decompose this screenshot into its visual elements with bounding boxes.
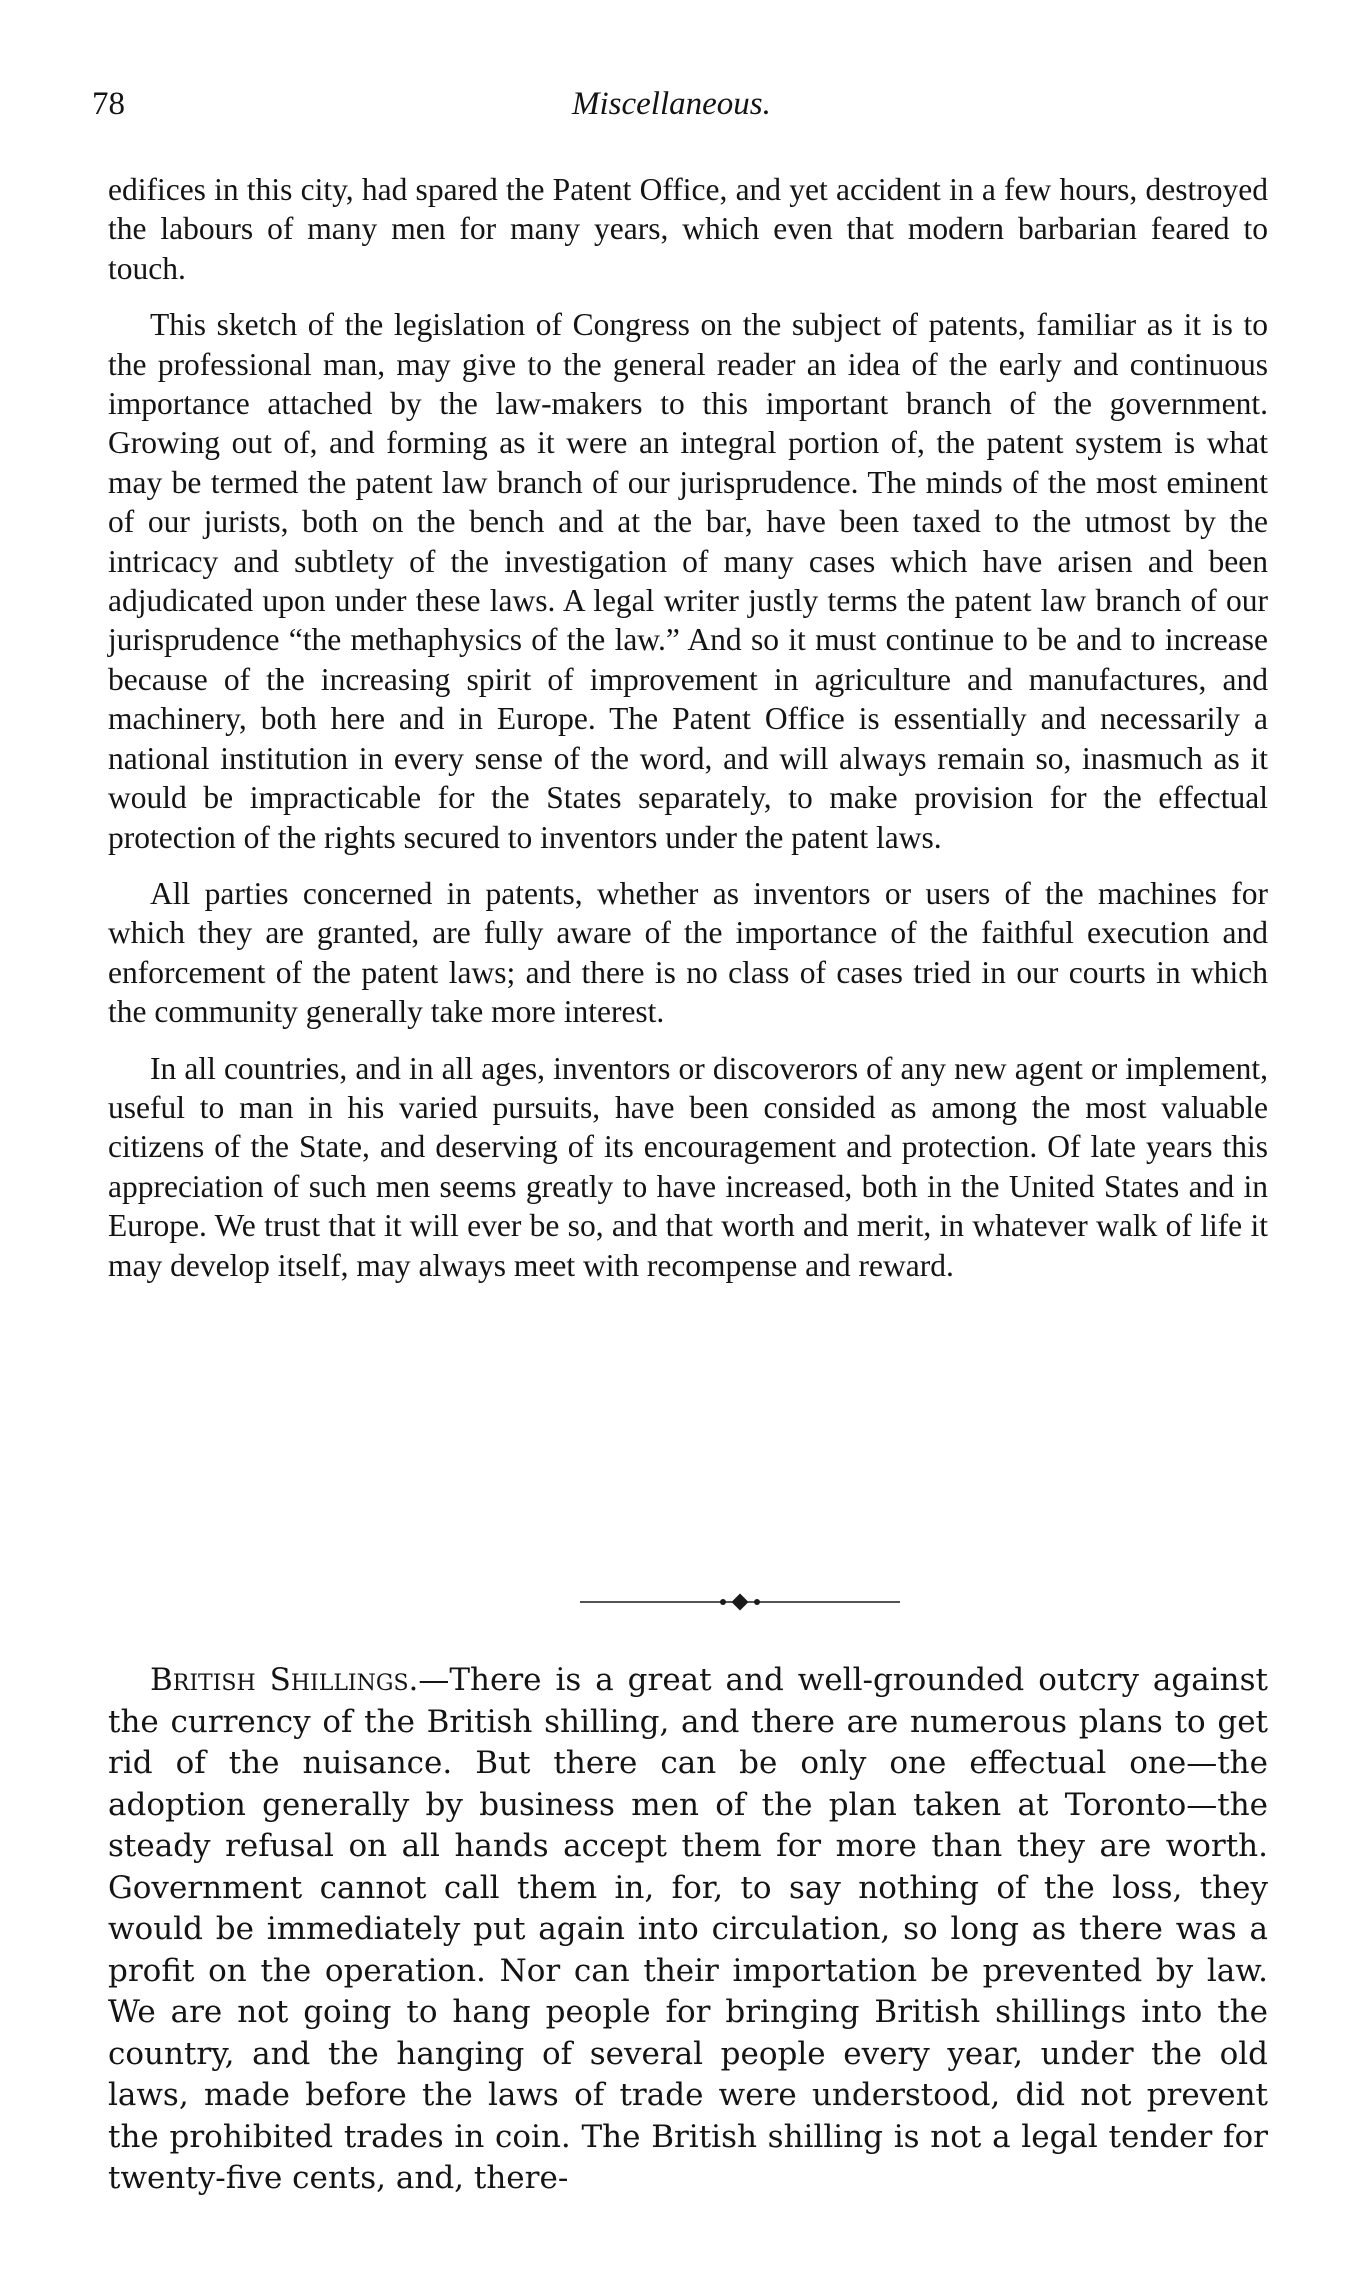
paragraph-inventors: In all countries, and in all ages, inventors or discoverors of any new agent or implement, useful to man in his varied pursuits, have been consided as among the most valuable citizens of the State, and deserving of its encouragement and protection. Of late years this appreciation of such men seems greatly to have increased, both in the United States and in Europe. We trust that it will ever be so, and that worth and merit, in whatever walk of life it may develop itself, may always meet with recompense and reward.	[108, 1050, 1268, 1283]
paragraph-patent-law: This sketch of the legislation of Congress on the subject of patents, familiar as it is to the professional man, may give to the general reader an idea of the early and continuous importance attached by the law-makers to this important branch of the government. Growing out of, and forming as it were an integral portion of, the patent system is what may be termed the patent law branch of our jurisprudence. The minds of the most eminent of our jurists, both on the bench and at the bar, have been taxed to the utmost by the intricacy and subtlety of the investigation of many cases which have arisen and been adjudicated upon under these laws. A legal writer justly terms the patent law branch of our jurisprudence “the methaphysics of the law.” And so it must continue to be and to increase because of the increasing spirit of improvement in agriculture and manufactures, and machinery, both here and in Europe. The Patent Office is essentially and necessarily a national institution in every sense of the word, and will always remain so, inasmuch as it would be impracticable for the States separately, to make provision for the effectual protection of the rights secured to inventors under the patent laws.	[108, 307, 1268, 855]
article-text: —There is a great and well-grounded outcry against the currency of the British shilling, and there are numerous plans to get rid of the nuisance. But there can be only one effectual one—the adoption generally by business men of the plan taken at Toronto—the steady refusal on all hands accept them for more than they are worth. Government cannot call them in, for, to say nothing of the loss, they would be immediately put again into circulation, so long as there was a profit on the operation. Nor can their importation be prevented by law. We are not going to hang people for bringing British shillings into the country, and the hanging of several people every year, under the old laws, made before the laws of trade were understood, did not prevent the prohibited trades in coin. The British shilling is not a legal tender for twenty-five cents, and, there-	[108, 1662, 1268, 2196]
body-text	[108, 170, 1268, 1285]
divider-rule-icon	[560, 1592, 920, 1612]
article-british-shillings	[108, 1660, 1268, 2200]
page-number: 78	[92, 86, 125, 122]
article-paragraph	[108, 1660, 1268, 2200]
paragraph-parties: All parties concerned in patents, whether as inventors or users of the machines for which they are granted, are fully aware of the importance of the faithful execution and enforcement of the patent laws; and there is no class of cases tried in our courts in which the community generally take more interest.	[108, 875, 1268, 1030]
running-title: Miscellaneous.	[572, 86, 771, 122]
article-heading: British Shillings.	[150, 1662, 419, 1698]
paragraph-continuation: edifices in this city, had spared the Patent Office, and yet accident in a few hours, destroyed the labours of many men for many years, which even that modern barbarian feared to touch.	[108, 172, 1268, 286]
section-divider-ornament	[560, 1592, 920, 1612]
running-head	[92, 86, 1292, 136]
